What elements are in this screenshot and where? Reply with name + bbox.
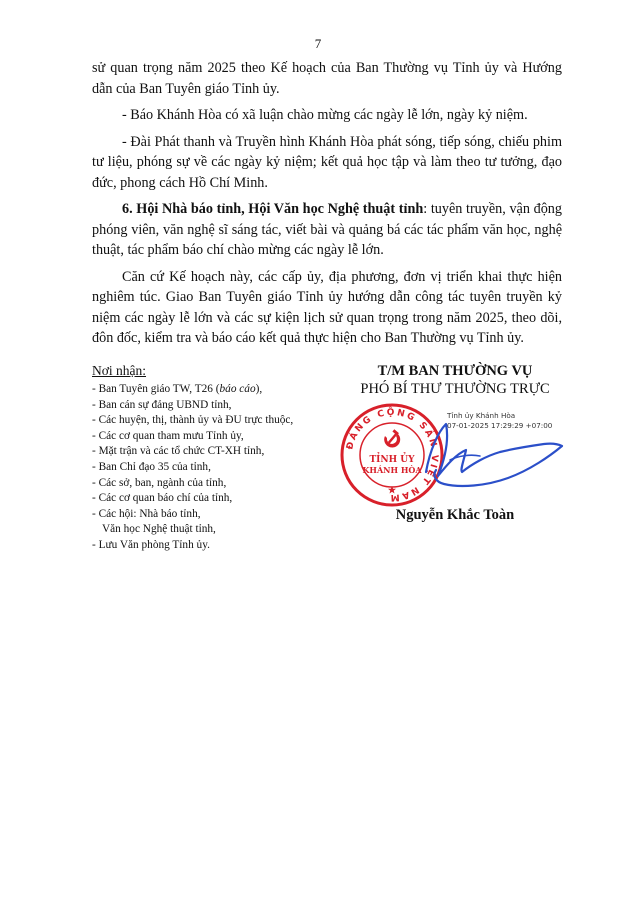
body-text	[92, 58, 562, 355]
paragraph-2: - Báo Khánh Hòa có xã luận chào mừng các ngày lễ lớn, ngày kỷ niệm.	[122, 107, 528, 123]
signature-title: T/M BAN THƯỜNG VỤ	[377, 363, 533, 379]
recipient-line	[92, 382, 342, 398]
recipient-line: - Ban Chỉ đạo 35 của tỉnh,	[92, 460, 211, 473]
digital-signature-datetime: 07-01-2025 17:29:29 +07:00	[447, 420, 553, 430]
recipient-line: - Các sở, ban, ngành của tỉnh,	[92, 476, 227, 489]
paragraph-1: sử quan trọng năm 2025 theo Kế hoạch của Ban Thường vụ Tỉnh ủy và Hướng dẫn của Ban Tuyên giáo Tỉnh ủy.	[92, 60, 562, 97]
recipient-line: - Các huyện, thị, thành ủy và ĐU trực thuộc,	[92, 414, 294, 427]
recipient-line: - Các cơ quan báo chí của tỉnh,	[92, 492, 233, 505]
seal-outer-text: ĐẢNG CỘNG SẢN VIỆT NAM	[345, 407, 440, 503]
paragraph-4	[92, 199, 562, 261]
page-number: 7	[314, 36, 322, 51]
recipients-list	[92, 362, 342, 554]
seal-inner-line2: KHÁNH HÒA	[362, 465, 422, 475]
signer-name: Nguyễn Khắc Toàn	[395, 507, 515, 523]
recipient-italic: báo cáo	[219, 383, 256, 395]
recipient-line: - Mặt trận và các tổ chức CT-XH tỉnh,	[92, 445, 265, 458]
recipient-text: - Ban Tuyên giáo TW, T26 (	[92, 383, 220, 395]
paragraph-5: Căn cứ Kế hoạch này, các cấp ủy, địa phương, đơn vị triển khai thực hiện nghiêm túc. Giao Ban Tuyên giáo Tỉnh ủy hướng dẫn công tác tuyên truyền kỷ niệm các ngày lễ lớn và các sự kiện lịch sử quan trọng trong năm 2025, theo dõi, đôn đốc, kiểm tra và báo cáo kết quả thực hiện cho Ban Thường vụ Tỉnh ủy.	[92, 268, 562, 346]
paragraph-4-text: : tuyên truyền, vận động phóng viên, văn nghệ sĩ sáng tác, viết bài và quảng bá các tác phẩm văn học, nghệ thuật, tác phẩm báo chí chào mừng các ngày lễ lớn.	[92, 201, 562, 258]
digital-signature-org: Tỉnh ủy Khánh Hòa	[447, 411, 516, 420]
paragraph-4-heading: 6. Hội Nhà báo tỉnh, Hội Văn học Nghệ thuật tỉnh	[122, 201, 424, 217]
seal-inner-line1: TỈNH ỦY	[369, 455, 415, 465]
recipient-line: - Các cơ quan tham mưu Tỉnh ủy,	[92, 429, 244, 442]
recipients-heading: Nơi nhận:	[92, 363, 147, 378]
digital-signature-stamp	[447, 411, 552, 430]
recipient-line: Văn học Nghệ thuật tỉnh,	[102, 523, 216, 536]
paragraph-3: - Đài Phát thanh và Truyền hình Khánh Hòa phát sóng, tiếp sóng, chiếu phim tư liệu, phóng sự về các ngày kỷ niệm; kết quả học tập và làm theo tư tưởng, đạo đức, phong cách Hồ Chí Minh.	[92, 133, 562, 191]
recipient-after: ),	[255, 383, 263, 395]
recipient-line: - Các hội: Nhà báo tỉnh,	[92, 507, 201, 520]
signature-block	[330, 362, 580, 399]
recipient-line: - Lưu Văn phòng Tỉnh ủy.	[92, 538, 210, 551]
recipient-line: - Ban cán sự đảng UBND tỉnh,	[92, 398, 232, 411]
signature-subtitle: PHÓ BÍ THƯ THƯỜNG TRỰC	[360, 381, 550, 397]
